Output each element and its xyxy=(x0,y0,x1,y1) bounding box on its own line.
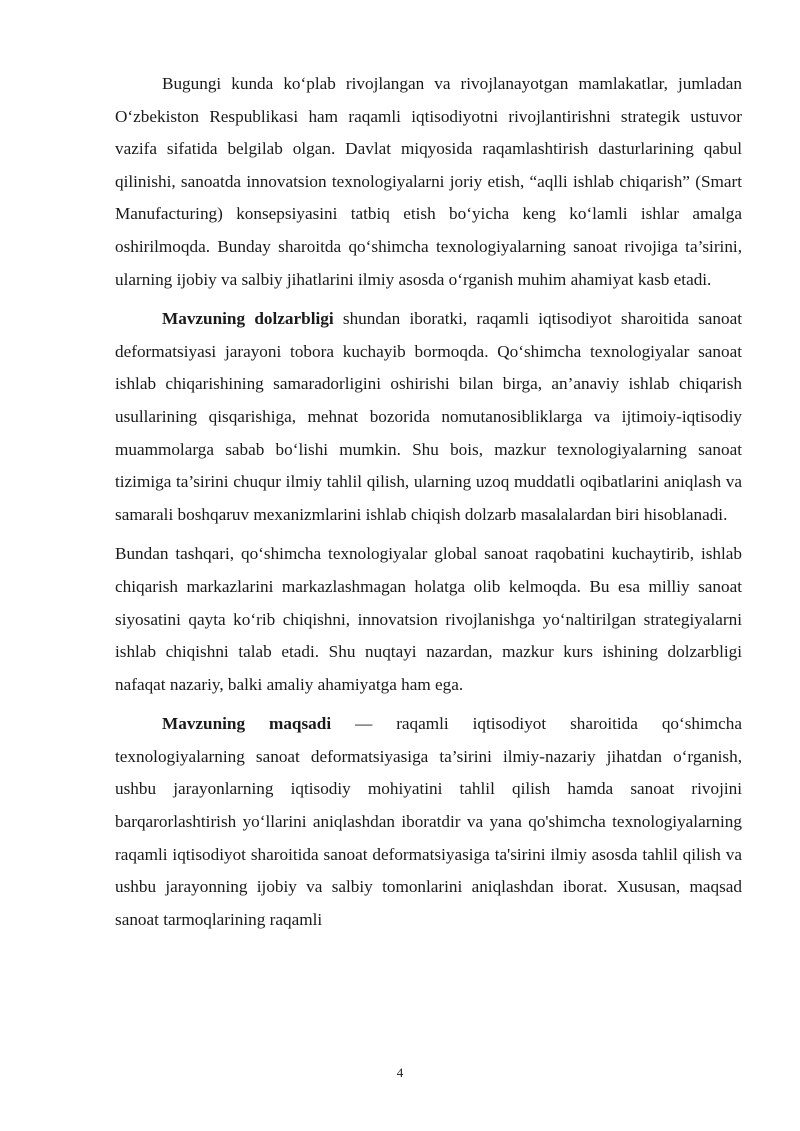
paragraph-intro xyxy=(115,68,742,296)
paragraph-intro-text: Bugungi kunda ko‘plab rivojlangan va rivojlanayotgan mamlakatlar, jumladan O‘zbekiston Respublikasi ham raqamli iqtisodiyotni rivojlantirishni strategik ustuvor vazifa sifatida belgilab olgan. Davlat miqyosida raqamlashtirish dasturlarining qabul qilinishi, sanoatda innovatsion texnologiyalarni joriy etish, “aqlli ishlab chiqarish” (Smart Manufacturing) konsepsiyasini tatbiq etish bo‘yicha keng ko‘lamli ishlar amalga oshirilmoqda. Bunday sharoitda qo‘shimcha texnologiyalarning sanoat rivojiga ta’sirini, ularning ijobiy va salbiy jihatlarini ilmiy asosda o‘rganish muhim ahamiyat kasb etadi. xyxy=(115,74,742,289)
paragraph-additional xyxy=(115,538,742,701)
page-number: 4 xyxy=(396,1065,404,1080)
goal-heading: Mavzuning maqsadi xyxy=(162,714,332,734)
paragraph-additional-text: Bundan tashqari, qo‘shimcha texnologiyalar global sanoat raqobatini kuchaytirib, ishlab chiqarish markazlarini markazlashmagan holatga olib kelmoqda. Bu esa milliy sanoat siyosatini qayta ko‘rib chiqishni, innovatsion rivojlanishga yo‘naltirilgan strategiyalarni ishlab chiqishni talab etadi. Shu nuqtayi nazardan, mazkur kurs ishining dolzarbligi nafaqat nazariy, balki amaliy ahamiyatga ham ega. xyxy=(115,544,742,694)
relevance-heading: Mavzuning dolzarbligi xyxy=(162,309,334,329)
paragraph-goal xyxy=(115,708,742,936)
paragraph-relevance xyxy=(115,303,742,531)
paragraph-goal-text: — raqamli iqtisodiyot sharoitida qo‘shimcha texnologiyalarning sanoat deformatsiyasiga ta’sirini ilmiy-nazariy jihatdan o‘rganish, ushbu jarayonlarning iqtisodiy mohiyatini tahlil qilish hamda sanoat rivojini barqarorlashtirish yo‘llarini aniqlashdan iboratdir va yana qo'shimcha texnologiyalarning raqamli iqtisodiyot sharoitida sanoat deformatsiyasiga ta'sirini ilmiy asosda tahlil qilish va ushbu jarayonning ijobiy va salbiy tomonlarini aniqlashdan iborat. Xususan, maqsad sanoat tarmoqlarining raqamli xyxy=(115,714,743,929)
paragraph-relevance-text: shundan iboratki, raqamli iqtisodiyot sharoitida sanoat deformatsiyasi jarayoni tobora kuchayib bormoqda. Qo‘shimcha texnologiyalar sanoat ishlab chiqarishining samaradorligini oshirishi bilan birga, an’anaviy ishlab chiqarish usullarining qisqarishiga, mehnat bozorida nomutanosibliklarga va ijtimoiy-iqtisodiy muammolarga sabab bo‘lishi mumkin. Shu bois, mazkur texnologiyalarning sanoat tizimiga ta’sirini chuqur ilmiy tahlil qilish, ularning uzoq muddatli oqibatlarini aniqlash va samarali boshqaruv mexanizmlarini ishlab chiqish dolzarb masalalardan biri hisoblanadi. xyxy=(115,309,743,524)
